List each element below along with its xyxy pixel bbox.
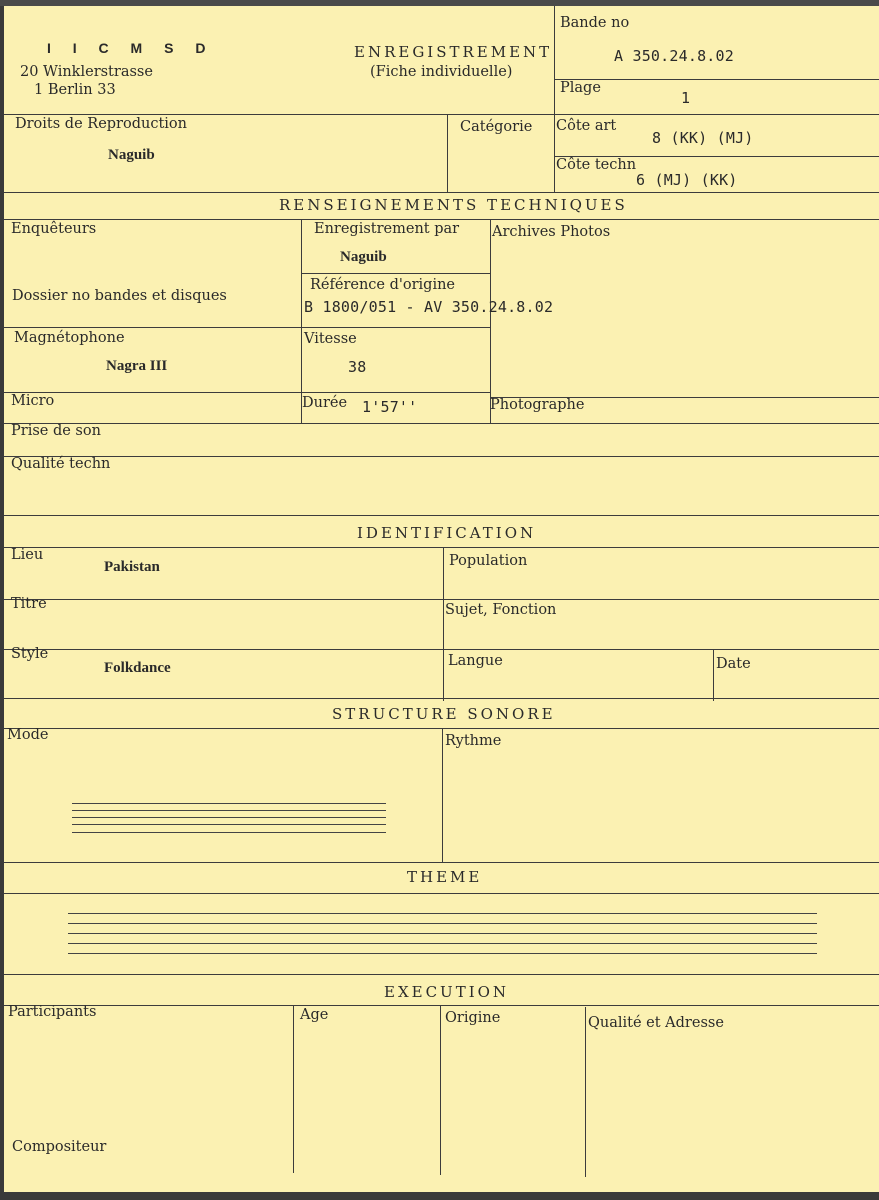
- population-label: Population: [449, 553, 528, 569]
- address-street: 20 Winklerstrasse: [20, 64, 153, 80]
- prise-de-son-label: Prise de son: [11, 423, 101, 439]
- origine-label: Origine: [445, 1010, 501, 1026]
- section-identification: IDENTIFICATION: [357, 524, 537, 542]
- qualite-adresse-label: Qualité et Adresse: [588, 1015, 724, 1031]
- sujet-label: Sujet, Fonction: [445, 602, 557, 618]
- section-structure: STRUCTURE SONORE: [332, 705, 556, 723]
- header-divider: [554, 6, 555, 192]
- compositeur-label: Compositeur: [12, 1139, 107, 1155]
- date-label: Date: [716, 656, 751, 672]
- reference-value: B 1800/051 - AV 350.24.8.02: [304, 298, 554, 316]
- lieu-label: Lieu: [11, 547, 44, 563]
- enregistrement-par-value: Naguib: [340, 249, 387, 265]
- institution-name: I I C M S D: [47, 40, 215, 56]
- cote-art-label: Côte art: [556, 118, 617, 134]
- qualite-techn-label: Qualité techn: [11, 456, 111, 472]
- mode-label: Mode: [7, 727, 49, 743]
- age-label: Age: [300, 1007, 329, 1023]
- photographe-label: Photographe: [490, 397, 585, 413]
- section-execution: EXECUTION: [384, 983, 510, 1001]
- enregistrement-par-label: Enregistrement par: [314, 221, 460, 237]
- section-technical: RENSEIGNEMENTS TECHNIQUES: [279, 196, 628, 214]
- cote-art-value: 8 (KK) (MJ): [652, 129, 754, 147]
- cote-techn-label: Côte techn: [556, 157, 637, 173]
- magnetophone-label: Magnétophone: [14, 330, 125, 346]
- form-subtitle: (Fiche individuelle): [370, 64, 513, 80]
- plage-value: 1: [681, 89, 691, 107]
- archives-photos-label: Archives Photos: [492, 224, 611, 240]
- enqueteurs-label: Enquêteurs: [11, 221, 97, 237]
- bande-no-label: Bande no: [560, 15, 630, 31]
- lieu-value: Pakistan: [104, 559, 160, 575]
- style-label: Style: [11, 646, 49, 662]
- record-card: [4, 6, 879, 1192]
- categorie-label: Catégorie: [460, 119, 533, 135]
- duree-value: 1'57'': [362, 398, 418, 416]
- section-theme: THEME: [407, 868, 483, 886]
- cote-techn-value: 6 (MJ) (KK): [636, 171, 738, 189]
- rythme-label: Rythme: [445, 733, 502, 749]
- magnetophone-value: Nagra III: [106, 358, 168, 374]
- reference-label: Référence d'origine: [310, 277, 456, 293]
- address-city: 1 Berlin 33: [34, 82, 116, 98]
- bande-no-value: A 350.24.8.02: [614, 47, 734, 65]
- droits-label: Droits de Reproduction: [15, 116, 187, 132]
- plage-label: Plage: [560, 80, 601, 96]
- vitesse-label: Vitesse: [304, 331, 357, 347]
- form-title: ENREGISTREMENT: [354, 43, 553, 61]
- dossier-label: Dossier no bandes et disques: [12, 288, 227, 304]
- vitesse-value: 38: [348, 358, 367, 376]
- langue-label: Langue: [448, 653, 503, 669]
- micro-label: Micro: [11, 393, 55, 409]
- duree-label: Durée: [302, 395, 348, 411]
- titre-label: Titre: [11, 596, 47, 612]
- style-value: Folkdance: [104, 660, 171, 676]
- participants-label: Participants: [8, 1004, 97, 1020]
- droits-value: Naguib: [108, 147, 155, 163]
